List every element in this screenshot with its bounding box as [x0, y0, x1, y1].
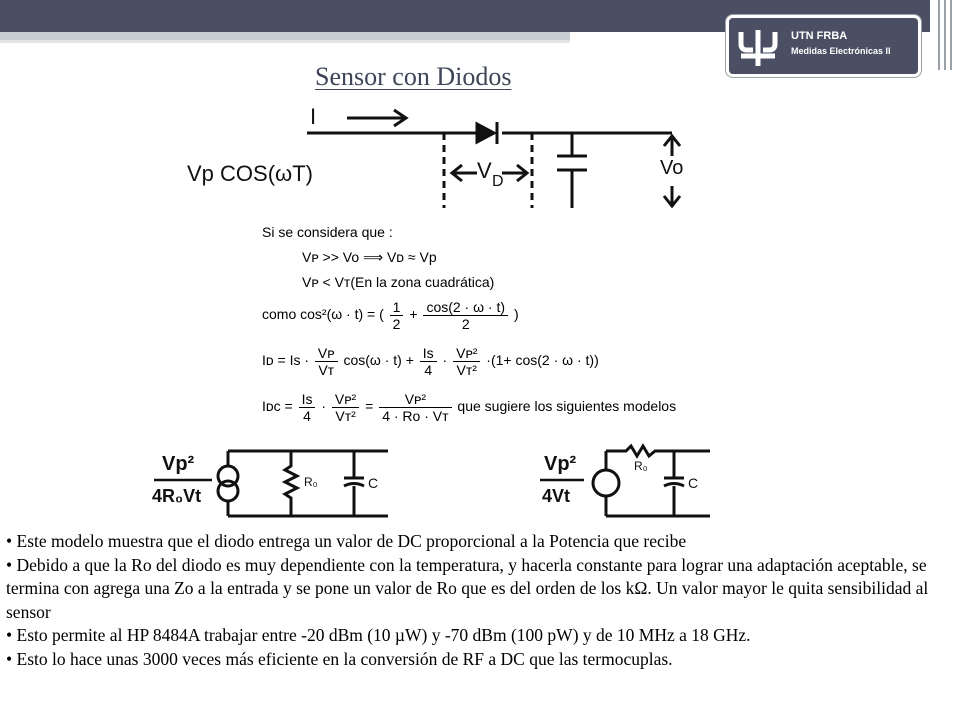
eq6-suffix: que sugiere los siguientes modelos [457, 398, 677, 415]
eq6-fraction-1: $\frac{Is}{4}$ [299, 391, 316, 424]
eq4-prefix: como cos²(ω · t) = ( [262, 306, 384, 323]
eq-line-4 [262, 299, 519, 332]
badge-org: UTN FRBA [791, 30, 848, 42]
eq5-fraction-1: $\frac{\text{Vᴘ}}{\text{Vᴛ}}$ [315, 345, 338, 378]
eq-line-1: Si se considera que : [262, 224, 393, 240]
eq4-suffix: ) [513, 306, 519, 323]
vd-subscript: D [492, 173, 504, 190]
model-right-denominator: 4Vt [542, 486, 571, 506]
bullet-item: • Debido a que la Ro del diodo es muy dependiente con la temperatura, y hacerla constante para lograr una adaptación aceptable, se termina con agrega una Zo a la entrada y se pone un valor de Ro que es del orden de los kΩ. Un valor mayor le quita sensibilidad al sensor [6, 554, 929, 622]
eq5-fraction-2: $\frac{Is}{4}$ [420, 345, 437, 378]
eq5-fraction-3: $\frac{\text{Vᴘ²}}{\text{Vᴛ²}}$ [453, 345, 480, 378]
eq6-prefix: Iᴅᴄ = [262, 398, 293, 415]
model-left-c-label: C [368, 475, 379, 491]
model-right-figure [534, 436, 710, 526]
bullet-item: • Este modelo muestra que el diodo entrega un valor de DC proporcional a la Potencia que recibe [6, 531, 687, 551]
model-right-numerator: Vp² [544, 453, 577, 475]
source-label: Vp COS(ωT) [187, 161, 313, 186]
side-decor-line [944, 0, 946, 70]
utn-logo-icon [737, 26, 779, 68]
eq5-prefix: Iᴅ = Is · [262, 352, 310, 369]
bullet-item: • Esto lo hace unas 3000 veces más eficiente en la conversión de RF a DC que las termocuplas. [6, 648, 673, 669]
diode-circuit-figure [132, 98, 704, 216]
eq5-mid: cos(ω · t) + [343, 352, 414, 369]
bullet-list [6, 530, 950, 671]
model-left-numerator: Vp² [162, 453, 195, 475]
side-decor-line [938, 0, 940, 70]
eq6-dot: · [321, 398, 327, 415]
eq6-fraction-2: $\frac{\text{Vᴘ²}}{\text{Vᴛ²}}$ [332, 391, 359, 424]
eq4-plus: + [409, 306, 418, 323]
eq4-fraction-2: $\frac{\cos(2 \cdot \omega \cdot t)}{2}$ [423, 299, 508, 332]
eq-line-6 [262, 391, 676, 424]
model-right-r-label: R₀ [634, 459, 648, 473]
eq5-dot: · [442, 352, 448, 369]
eq-line-2: Vᴘ >> Vo ⟹ Vᴅ ≈ Vp [302, 249, 437, 265]
side-decor-line [950, 0, 952, 70]
eq6-eq: = [365, 398, 374, 415]
eq4-fraction-1: $\frac{1}{2}$ [390, 299, 404, 332]
utn-badge [726, 15, 921, 77]
vd-label: V [477, 158, 492, 183]
page-title: Sensor con Diodos [315, 62, 512, 91]
eq-line-5 [262, 345, 599, 378]
badge-course: Medidas Electrónicas II [791, 46, 891, 56]
eq5-suffix: ·(1+ cos(2 · ω · t)) [486, 352, 599, 369]
eq6-fraction-3: $\frac{\text{Vᴘ²}}{\text{4 · Ro · Vᴛ}}$ [379, 391, 451, 424]
model-left-r-label: R₀ [304, 475, 318, 489]
model-left-denominator: 4R₀Vt [152, 486, 202, 506]
vo-label: Vo [660, 157, 684, 179]
model-right-c-label: C [688, 475, 699, 491]
eq-line-3: Vᴘ < Vᴛ(En la zona cuadrática) [302, 274, 495, 290]
header-accent-strip [0, 32, 570, 40]
header-accent-strip-light [0, 40, 570, 43]
current-label: I [310, 104, 317, 129]
model-left-figure [146, 436, 388, 526]
bullet-item: • Esto permite al HP 8484A trabajar entre -20 dBm (10 µW) y -70 dBm (100 pW) y de 10 MHz a 18 GHz. [6, 625, 751, 645]
